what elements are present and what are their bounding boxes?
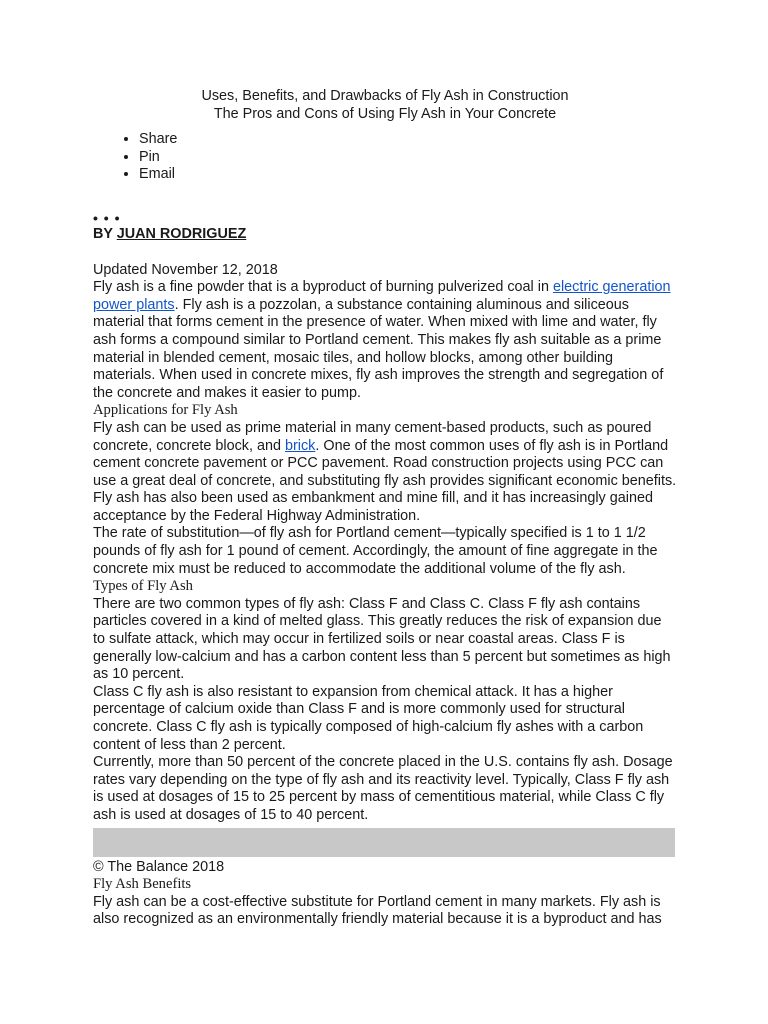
intro-paragraph [93,279,677,402]
types-paragraph-3: Currently, more than 50 percent of the concrete placed in the U.S. contains fly ash. Dosage rates vary depending on the type of fly ash and its reactivity level. Typically, Class F fly ash is used at dosages of 15 to 25 percent by mass of cementitious material, while Class C fly ash is used at dosages of 15 to 40 percent. [93,754,673,823]
updated-date: Updated November 12, 2018 [93,261,278,278]
intro-text-1: Fly ash is a fine powder that is a byproduct of burning pulverized coal in [93,279,553,296]
applications-text-1: Fly ash can be used as prime material in many cement-based products, such as poured concrete, concrete block, and [93,419,652,454]
byline [93,226,677,244]
types-paragraph-2: Class C fly ash is also resistant to expansion from chemical attack. It has a higher percentage of calcium oxide than Class F and is more commonly used for structural concrete. Class C fly ash is typically composed of high-calcium fly ashes with a carbon content of less than 2 percent. [93,683,644,753]
image-placeholder [93,828,675,857]
benefits-heading: Fly Ash Benefits [93,876,192,893]
intro-text-2: . Fly ash is a pozzolan, a substance containing aluminous and siliceous material that forms cement in the presence of water. When mixed with lime and water, fly ash forms a compound similar to Portland cement. This makes fly ash suitable as a prime material in blended cement, mosaic tiles, and hollow blocks, among other building materials. When used in concrete mixes, fly ash improves the strength and segregation of the concrete and makes it easier to pump. [93,296,664,401]
byline-prefix: BY [93,225,117,242]
share-menu [93,131,677,184]
email-item[interactable]: • Email [139,166,677,184]
applications-heading: Applications for Fly Ash [93,402,238,419]
pin-item[interactable]: • Pin [139,149,677,167]
types-heading: Types of Fly Ash [93,578,193,595]
article-subtitle: The Pros and Cons of Using Fly Ash in Your Concrete [213,105,557,122]
more-options-dots[interactable]: • • • [93,209,121,226]
applications-paragraph-2: The rate of substitution—of fly ash for Portland cement—typically specified is 1 to 1 1/2 pounds of fly ash for 1 pound of cement. Accordingly, the amount of fine aggregate in the concrete mix must be reduced to accommodate the additional volume of the fly ash. [93,525,658,577]
types-paragraph-1: There are two common types of fly ash: Class F and Class C. Class F fly ash contains particles covered in a kind of melted glass. This greatly reduces the risk of expansion due to sulfate attack, which may occur in fertilized soils or near coastal areas. Class F is generally low-calcium and has a carbon content less than 5 percent but sometimes as high as 10 percent. [93,595,671,683]
brick-link[interactable]: brick [284,437,316,454]
image-credit: © The Balance 2018 [93,858,225,875]
author-link[interactable]: JUAN RODRIGUEZ [116,225,247,242]
article-body [93,88,677,929]
applications-paragraph-1 [93,420,677,526]
power-plants-link[interactable]: electric generation power plants [93,279,671,313]
share-item[interactable]: • Share [139,131,677,149]
article-title: Uses, Benefits, and Drawbacks of Fly Ash in Construction [201,88,569,104]
benefits-paragraph-1: Fly ash can be a cost-effective substitute for Portland cement in many markets. Fly ash is also recognized as an environmentally friendly material because it is a byproduct and has [93,893,662,928]
applications-text-2: . One of the most common uses of fly ash is in Portland cement concrete pavement or PCC pavement. Road construction projects using PCC can use a great deal of concrete, and substituting fly ash provides significant economic benefits. Fly ash has also been used as embankment and mine fill, and it has increasingly gained acceptance by the Federal Highway Administration. [93,437,677,524]
